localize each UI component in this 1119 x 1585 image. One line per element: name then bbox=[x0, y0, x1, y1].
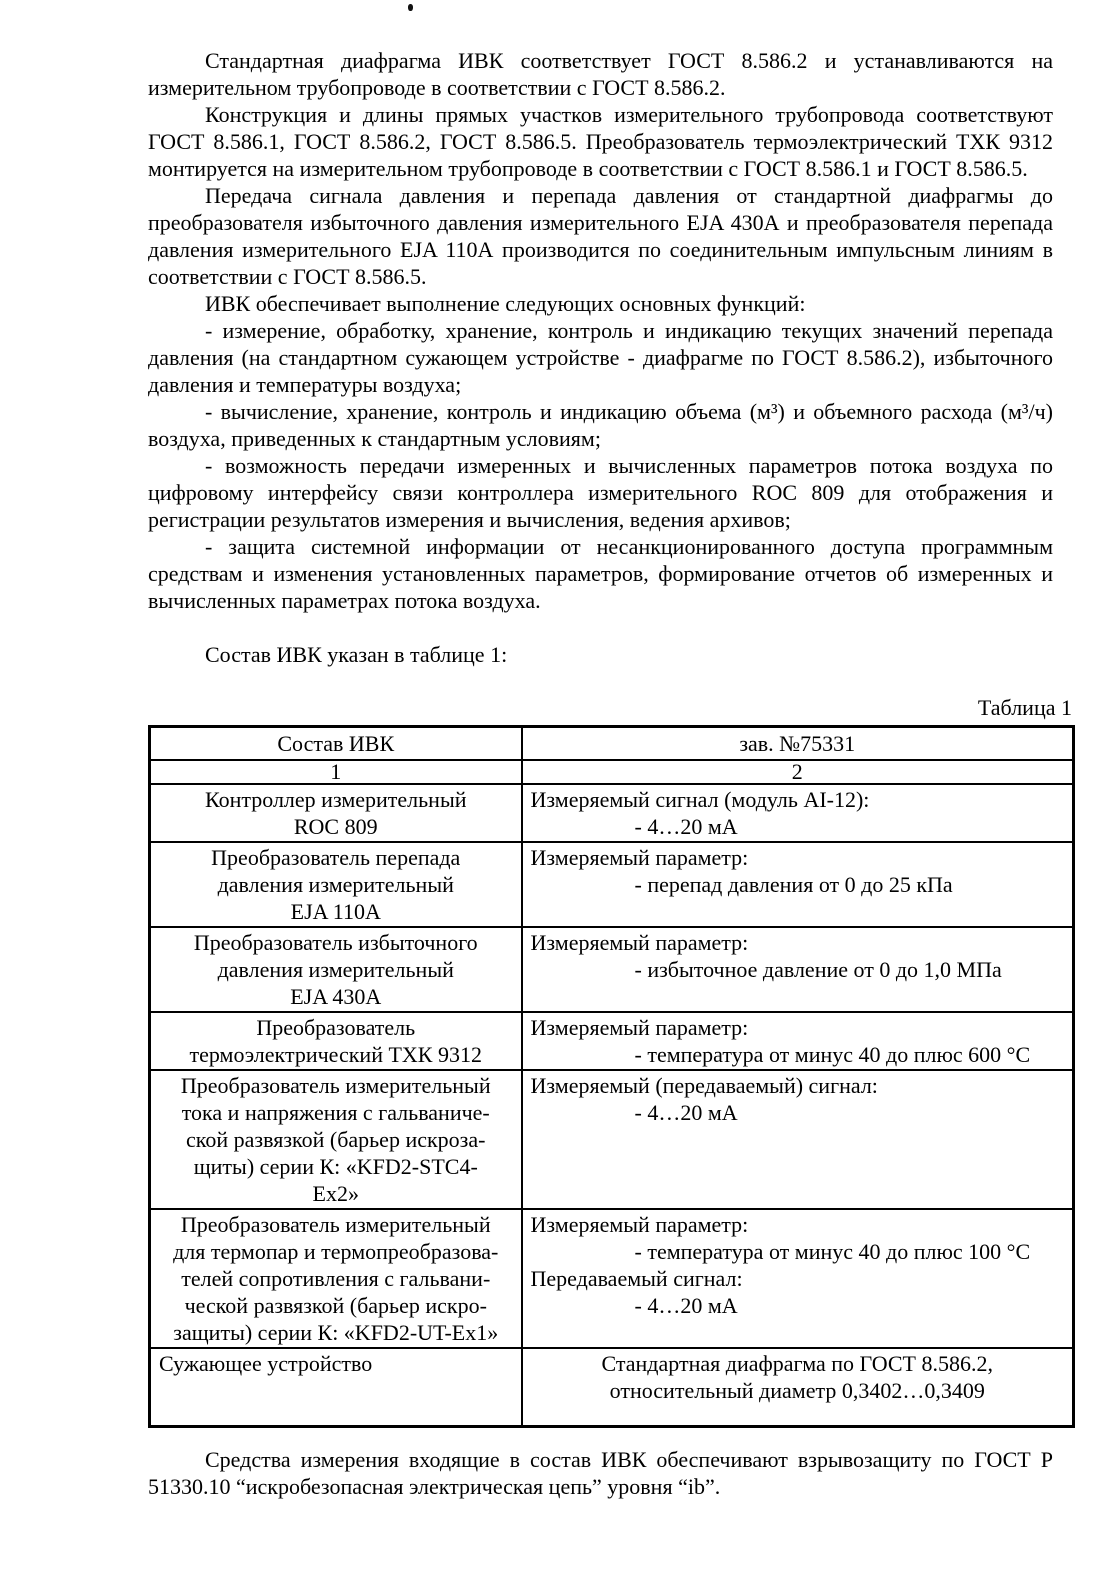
table-cell-line: ческой развязкой (барьер искро- bbox=[184, 1293, 487, 1318]
table-col-number: 2 bbox=[522, 760, 1074, 784]
paragraph-diaphragm: Стандартная диафрагма ИВК соответствует ГОСТ 8.586.2 и устанавливаются на измерительном трубопроводе в соответствии с ГОСТ 8.586.2. bbox=[148, 48, 1053, 100]
table-row-thk9312 bbox=[150, 1012, 1074, 1070]
table-cell-line: Преобразователь измерительный bbox=[180, 1073, 491, 1098]
table-row-eja430a bbox=[150, 927, 1074, 1012]
table-cell-line: тока и напряжения с гальваниче- bbox=[181, 1100, 490, 1125]
table-cell-line: - перепад давления от 0 до 25 кПа bbox=[634, 872, 953, 897]
table-cell-line: относительный диаметр 0,3402…0,3409 bbox=[609, 1378, 985, 1403]
table-cell-line: Измеряемый (передаваемый) сигнал: bbox=[530, 1073, 878, 1098]
table-cell-line: EJA 430A bbox=[290, 984, 382, 1009]
table-cell-line: ской развязкой (барьер искроза- bbox=[186, 1127, 486, 1152]
table-cell-line: защиты) серии К: «KFD2-UT-Ex1» bbox=[173, 1320, 499, 1345]
table-cell-params bbox=[522, 1209, 1074, 1348]
table-row-controller bbox=[150, 784, 1074, 842]
paragraph-function-transmit: - возможность передачи измеренных и вычисленных параметров потока воздуха по цифровому интерфейсу связи контроллера измерительного ROC 809 для отображения и регистрации результатов измерения и вычисления, ведения архивов; bbox=[148, 453, 1053, 532]
table-row-eja110a bbox=[150, 842, 1074, 927]
table-cell-line: Преобразователь перепада bbox=[211, 845, 461, 870]
table-cell-line: - температура от минус 40 до плюс 600 °С bbox=[634, 1042, 1031, 1067]
table-cell-params bbox=[522, 1070, 1074, 1209]
table-cell-line: Измеряемый параметр: bbox=[530, 1212, 749, 1237]
table-cell-line: для термопар и термопреобразова- bbox=[173, 1239, 499, 1264]
table-numbering-row bbox=[150, 760, 1074, 784]
composition-table bbox=[148, 725, 1075, 1428]
table-cell-params bbox=[522, 784, 1074, 842]
table-cell-line: Преобразователь bbox=[256, 1015, 416, 1040]
table-cell-line: Измеряемый сигнал (модуль AI-12): bbox=[530, 787, 870, 812]
table-cell-params bbox=[522, 1012, 1074, 1070]
table-cell-device bbox=[150, 1209, 522, 1348]
table-cell-line: - 4…20 мА bbox=[634, 1293, 738, 1318]
table-cell-line: щиты) серии К: «KFD2-STC4- bbox=[193, 1154, 478, 1179]
table-row-kfd2-ut bbox=[150, 1209, 1074, 1348]
table-caption: Таблица 1 bbox=[977, 695, 1072, 720]
table-cell-line: Измеряемый параметр: bbox=[530, 930, 749, 955]
paragraph-signal-transfer: Передача сигнала давления и перепада давления от стандартной диафрагмы до преобразователя избыточного давления измерительного EJA 430А и преобразователя перепада давления измерительного EJA 110А производится по соединительным импульсным линиям в соответствии с ГОСТ 8.586.5. bbox=[148, 183, 1053, 289]
table-cell-line: термоэлектрический ТХК 9312 bbox=[189, 1042, 482, 1067]
paragraph-explosion-protection: Средства измерения входящие в состав ИВК обеспечивают взрывозащиту по ГОСТ Р 51330.10 “искробезопасная электрическая цепь” уровня “ib”. bbox=[148, 1447, 1053, 1499]
table-cell-line: Измеряемый параметр: bbox=[530, 1015, 749, 1040]
table-cell-line: EJA 110A bbox=[290, 899, 381, 924]
paragraph-function-measure: - измерение, обработку, хранение, контроль и индикацию текущих значений перепада давления (на стандартном сужающем устройстве - диафрагме по ГОСТ 8.586.2), избыточного давления и температуры воздуха; bbox=[148, 318, 1053, 397]
table-cell-line: Преобразователь избыточного bbox=[193, 930, 478, 955]
table-row-orifice bbox=[150, 1348, 1074, 1427]
table-cell-params bbox=[522, 842, 1074, 927]
paragraph-function-protect: - защита системной информации от несанкционированного доступа программным средствам и изменения установленных параметров, формирование отчетов об измеренных и вычисленных параметрах потока воздуха. bbox=[148, 534, 1053, 613]
table-cell-line: телей сопротивления с гальвани- bbox=[181, 1266, 491, 1291]
table-cell-line: - 4…20 мА bbox=[634, 814, 738, 839]
table-cell-params bbox=[522, 1348, 1074, 1427]
table-cell-device bbox=[150, 1070, 522, 1209]
table-cell-line: Передаваемый сигнал: bbox=[530, 1266, 743, 1291]
table-cell-line: Ex2» bbox=[312, 1181, 359, 1206]
table-cell-line: давления измерительный bbox=[217, 872, 454, 897]
table-header-composition: Состав ИВК bbox=[150, 727, 522, 761]
table-cell-line: Преобразователь измерительный bbox=[180, 1212, 491, 1237]
paragraph-function-compute: - вычисление, хранение, контроль и индикацию объема (м³) и объемного расхода (м³/ч) воздуха, приведенных к стандартным условиям; bbox=[148, 399, 1053, 451]
table-cell-line: давления измерительный bbox=[217, 957, 454, 982]
paragraph-functions-intro: ИВК обеспечивает выполнение следующих основных функций: bbox=[205, 291, 806, 316]
table-header-row bbox=[150, 727, 1074, 761]
table-cell-line: Измеряемый параметр: bbox=[530, 845, 749, 870]
table-cell-device bbox=[150, 1348, 522, 1427]
scan-artifact-dot bbox=[408, 4, 413, 11]
paragraph-table-intro: Состав ИВК указан в таблице 1: bbox=[205, 642, 508, 667]
table-row-kfd2-stc4 bbox=[150, 1070, 1074, 1209]
table-cell-device bbox=[150, 842, 522, 927]
paragraph-construction: Конструкция и длины прямых участков измерительного трубопровода соответствуют ГОСТ 8.586.1, ГОСТ 8.586.2, ГОСТ 8.586.5. Преобразователь термоэлектрический ТХК 9312 монтируется на измерительном трубопроводе в соответствии с ГОСТ 8.586.1 и ГОСТ 8.586.5. bbox=[148, 102, 1053, 181]
table-cell-line: Стандартная диафрагма по ГОСТ 8.586.2, bbox=[601, 1351, 993, 1376]
table-cell-device bbox=[150, 1012, 522, 1070]
table-cell-line: - температура от минус 40 до плюс 100 °С bbox=[634, 1239, 1031, 1264]
table-cell-line: - 4…20 мА bbox=[634, 1100, 738, 1125]
table-header-serial: зав. №75331 bbox=[522, 727, 1074, 761]
table-cell-line: Сужающее устройство bbox=[159, 1351, 373, 1376]
table-cell-line: Контроллер измерительный bbox=[205, 787, 467, 812]
document-content bbox=[148, 47, 1072, 1500]
table-col-number: 1 bbox=[150, 760, 522, 784]
table-cell-device bbox=[150, 927, 522, 1012]
table-cell-device bbox=[150, 784, 522, 842]
table-cell-line: ROC 809 bbox=[293, 814, 378, 839]
table-cell-line: - избыточное давление от 0 до 1,0 МПа bbox=[634, 957, 1002, 982]
table-cell-params bbox=[522, 927, 1074, 1012]
